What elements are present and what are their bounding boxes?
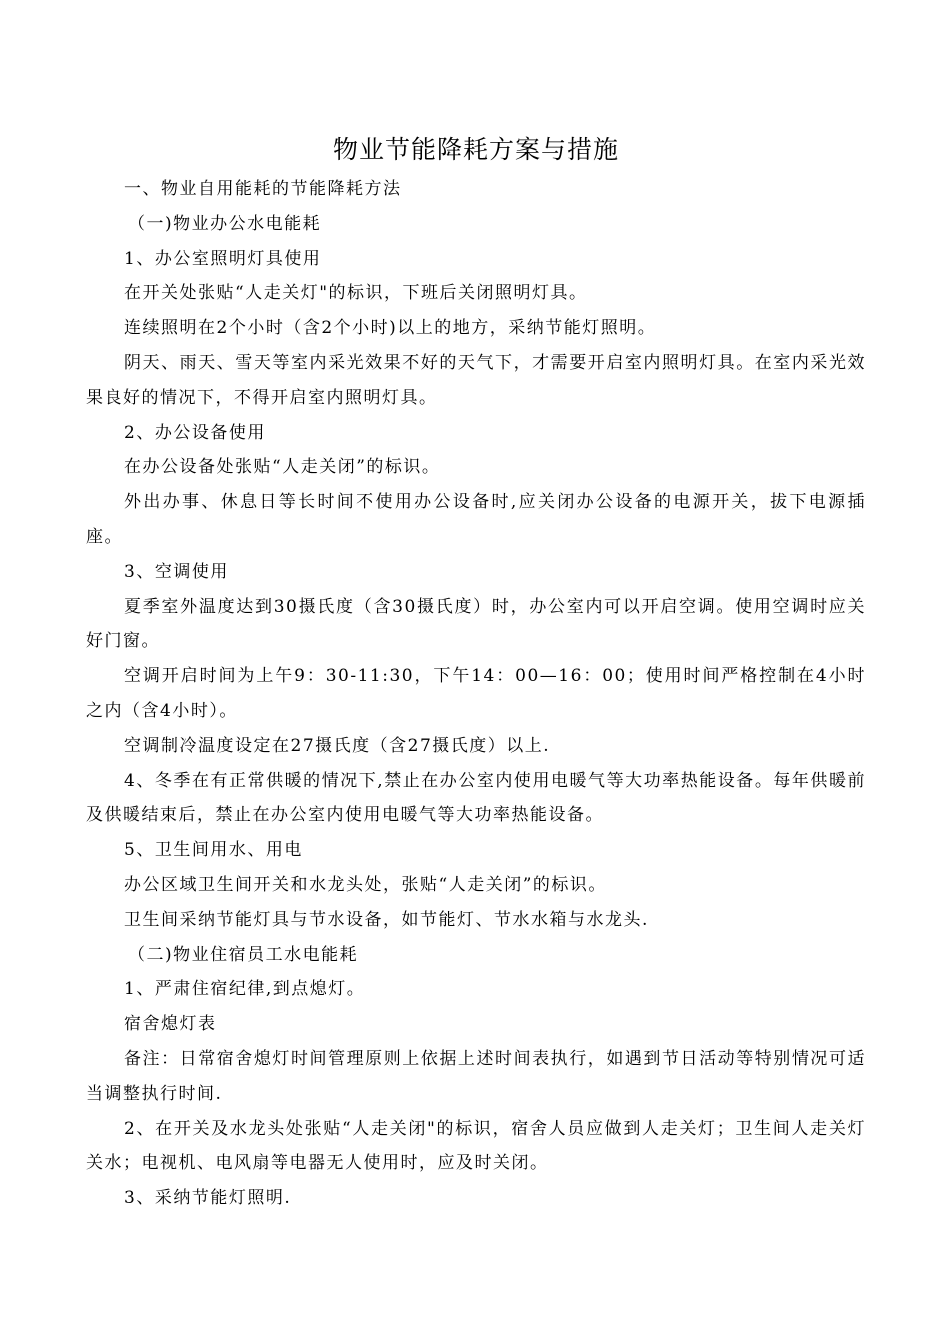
paragraph: 在开关处张贴“人走关灯"的标识，下班后关闭照明灯具。	[124, 283, 588, 304]
paragraph: 卫生间采纳节能灯具与节水设备，如节能灯、节水水箱与水龙头.	[124, 909, 649, 930]
item-heading-lighting: 1、办公室照明灯具使用	[124, 248, 322, 269]
paragraph: 空调开启时间为上午9：30-11:30，下午14：00—16：00；使用时间严格控制在4小时之内（含4小时）。	[86, 666, 866, 721]
item-heading-air-conditioning: 3、空调使用	[124, 561, 229, 582]
item-heading-office-equipment: 2、办公设备使用	[124, 422, 266, 443]
paragraph: 备注：日常宿舍熄灯时间管理原则上依据上述时间表执行，如遇到节日活动等特别情况可适当调整执行时间.	[86, 1048, 866, 1104]
paragraph: 空调制冷温度设定在27摄氏度（含27摄氏度）以上.	[124, 735, 551, 756]
document-title: 物业节能降耗方案与措施	[332, 135, 619, 164]
paragraph: 外出办事、休息日等长时间不使用办公设备时,应关闭办公设备的电源开关，拔下电源插座。	[86, 492, 866, 547]
item-heading-restroom: 5、卫生间用水、用电	[124, 840, 303, 861]
paragraph: 办公区域卫生间开关和水龙头处，张贴“人走关闭”的标识。	[124, 874, 607, 895]
item-heading-dormitory-discipline: 1、严肃住宿纪律,到点熄灯。	[124, 979, 366, 1000]
subsection-heading-2: （二)物业住宿员工水电能耗	[128, 944, 359, 965]
paragraph: 在办公设备处张贴“人走关闭”的标识。	[124, 457, 441, 478]
item-heading-energy-saving-lamps: 3、采纳节能灯照明.	[124, 1188, 292, 1209]
paragraph: 夏季室外温度达到30摄氏度（含30摄氏度）时，办公室内可以开启空调。使用空调时应关好门窗。	[86, 596, 866, 652]
subsection-heading-1: （一)物业办公水电能耗	[128, 213, 322, 234]
item-heading-switch-labels: 2、在开关及水龙头处张贴“人走关闭"的标识，宿舍人员应做到人走关灯；卫生间人走关灯关水；电视机、电风扇等电器无人使用时，应及时关闭。	[86, 1118, 866, 1174]
section-heading-1: 一、物业自用能耗的节能降耗方法	[124, 179, 402, 199]
paragraph: 宿舍熄灯表	[124, 1014, 217, 1035]
item-heading-winter-heating: 4、冬季在有正常供暖的情况下,禁止在办公室内使用电暖气等大功率热能设备。每年供暖前及供暖结束后，禁止在办公室内使用电暖气等大功率热能设备。	[86, 770, 866, 826]
document-page	[86, 128, 866, 1216]
paragraph: 阴天、雨天、雪天等室内采光效果不好的天气下，才需要开启室内照明灯具。在室内采光效果良好的情况下，不得开启室内照明灯具。	[86, 352, 866, 408]
paragraph: 连续照明在2个小时（含2个小时)以上的地方，采纳节能灯照明。	[124, 318, 657, 339]
